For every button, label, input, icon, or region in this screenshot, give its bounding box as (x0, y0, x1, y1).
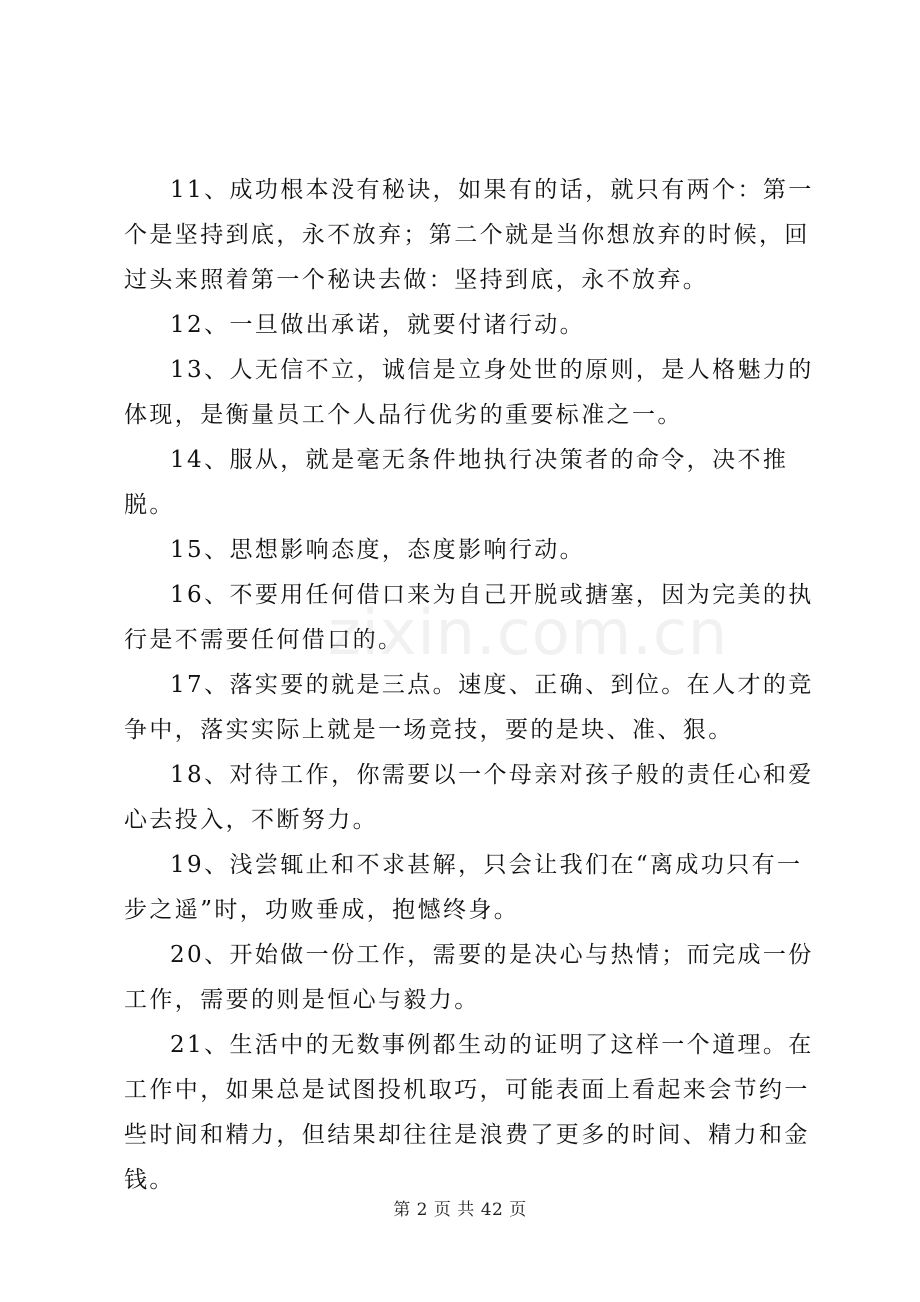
paragraph-18: 18、对待工作，你需要以一个母亲对孩子般的责任心和爱心去投入，不断努力。 (124, 762, 814, 833)
paragraph-15: 15、思想影响态度，态度影响行动。 (170, 537, 586, 563)
document-body (124, 168, 824, 1203)
paragraph-21: 21、生活中的无数事例都生动的证明了这样一个道理。在工作中，如果总是试图投机取巧，可能表面上看起来会节约一些时间和精力，但结果却往往是浪费了更多的时间、精力和金钱。 (124, 1032, 814, 1193)
paragraph-19: 19、浅尝辄止和不求甚解，只会让我们在“离成功只有一步之遥”时，功败垂成，抱憾终身。 (124, 852, 803, 923)
paragraph-13: 13、人无信不立，诚信是立身处世的原则，是人格魅力的体现，是衡量员工个人品行优劣的重要标准之一。 (124, 357, 814, 428)
paragraph-17: 17、落实要的就是三点。速度、正确、到位。在人才的竞争中，落实实际上就是一场竞技，要的是块、准、狠。 (124, 672, 814, 743)
site-watermark: zixin.com.cn (328, 596, 729, 669)
page-number-footer: 第 2 页 共 42 页 (393, 1200, 527, 1220)
paragraph-14: 14、服从，就是毫无条件地执行决策者的命令，决不推脱。 (124, 447, 789, 518)
paragraph-11: 11、成功根本没有秘诀，如果有的话，就只有两个：第一个是坚持到底，永不放弃；第二个就是当你想放弃的时候，回过头来照着第一个秘诀去做：坚持到底，永不放弃。 (124, 177, 814, 293)
paragraph-16: 16、不要用任何借口来为自己开脱或搪塞，因为完美的执行是不需要任何借口的。 (124, 582, 814, 653)
paragraph-20: 20、开始做一份工作，需要的是决心与热情；而完成一份工作，需要的则是恒心与毅力。 (124, 942, 814, 1013)
paragraph-12: 12、一旦做出承诺，就要付诸行动。 (170, 312, 586, 338)
